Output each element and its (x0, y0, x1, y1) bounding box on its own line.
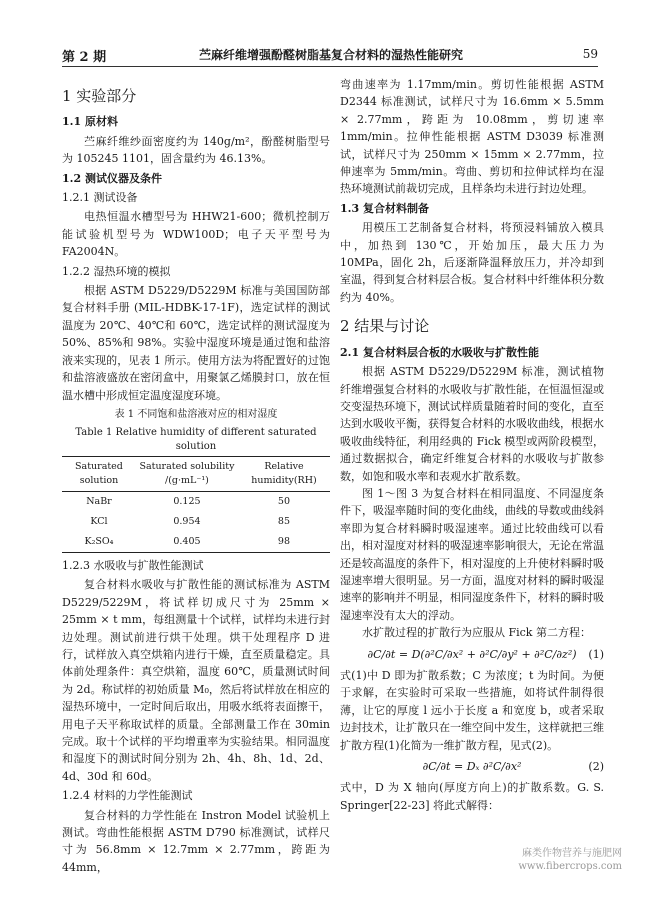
table-caption-en: Table 1 Relative humidity of different saturated solution (75, 426, 317, 452)
paragraph: 式中，D 为 X 轴向(厚度方向上)的扩散系数。G. S. Springer[22-23] 将此式解得： (340, 781, 604, 812)
table-cell: 0.405 (136, 532, 238, 553)
paragraph: 复合材料的力学性能在 Instron Model 试验机上测试。弯曲性能根据 ASTM D790 标准测试，试样尺寸为 56.8mm × 12.7mm × 2.77mm，跨距为 44mm， (62, 808, 330, 874)
section-heading: 2 结果与讨论 (340, 317, 430, 336)
issue-number: 第 2 期 (62, 50, 107, 65)
table-cell: 98 (238, 532, 330, 553)
paragraph: 图 1～图 3 为复合材料在相同温度、不同湿度条件下，吸湿率随时间的变化曲线，曲线的导数或曲线斜率即为复合材料瞬时吸湿速率。通过比较曲线可以看出，相对湿度对材料的吸湿速率影响很大，无论在常温还是较高温度的条件下，相对湿度的上升使材料瞬时吸湿速率增大很明显。另一方面，温度对材料的瞬时吸湿速率的影响并不明显，相同湿度条件下，材料的瞬时吸湿速率没有太大的浮动。 (340, 486, 604, 622)
paragraph: 苎麻纤维纱面密度约为 140g/m²，酚醛树脂型号为 105245 1101，固含量约为 46.13%。 (62, 134, 330, 166)
table-cell: 0.954 (173, 515, 201, 527)
subsubsection-heading: 1.2.3 水吸收与扩散性能测试 (62, 558, 204, 572)
page-number: 59 (582, 47, 598, 61)
equation-2 (340, 758, 604, 775)
table-cell: 50 (277, 495, 291, 507)
table-header: Relative humidity(RH) (238, 456, 330, 491)
paragraph: 式(1)中 D 即为扩散系数；C 为浓度；t 为时间。为便于求解，在实验时可采取一些措施，如将试件制得很薄，让它的厚度 l 远小于长度 a 和宽度 b，或者采取边封技术，让扩散只在一维空间中发生，这样就把三维扩散方程(1)化简为一维扩散方程，见式(2)。 (340, 669, 604, 752)
table-cell: K₂SO₄ (62, 532, 136, 553)
subsubsection-heading: 1.2.1 测试设备 (62, 191, 138, 205)
table-row (62, 532, 330, 553)
equation-1 (340, 646, 604, 663)
watermark (518, 847, 622, 873)
equation-body: ∂C/∂t = D(∂²C/∂x² + ∂²C/∂y² + ∂²C/∂z²) (367, 647, 577, 661)
table-header: Saturated solution (62, 456, 136, 491)
table-row (62, 491, 330, 512)
left-column (62, 76, 330, 876)
header-rule (62, 66, 598, 67)
paragraph: 弯曲速率为 1.17mm/min。剪切性能根据 ASTM D2344 标准测试，试样尺寸为 16.6mm × 5.5mm × 2.77mm，跨距为 10.08mm，剪切速率 1mm/min。拉伸性能根据 ASTM D3039 标准测试，试样尺寸为 250mm × 15mm × 2.77mm，拉伸速率为 5mm/min。弯曲、剪切和拉伸试样均在湿热环境测试前裁切完成，且样条均未进行封边处理。 (340, 78, 604, 196)
subsection-heading: 1.3 复合材料制备 (340, 201, 429, 215)
table-header: Saturated solubility /(g·mL⁻¹) (136, 456, 238, 491)
paragraph: 根据 ASTM D5229/D5229M 标准，测试植物纤维增强复合材料的水吸收与扩散性能，在恒温恒湿或交变湿热环境下，测试试样质量随着时间的变化，直至达到水吸收平衡，获得复合材料的水吸收曲线，根据水吸收曲线特征，利用经典的 Fick 模型或两阶段模型，通过数据拟合，确定纤维复合材料的水吸收与扩散参数，如饱和吸水率和表观水扩散系数。 (340, 365, 604, 483)
paragraph: 根据 ASTM D5229/D5229M 标准与美国国防部复合材料手册 (MIL-HDBK-17-1F)，选定试样的测试温度为 20℃、40℃和 60℃，选定试样的测试湿度为 50%、85%和 98%。实验中湿度环境是通过饱和盐溶液来实现的，见表 1 所示。使用方法为将配置好的过饱和盐溶液盛放在密闭盒中，用聚氯乙烯膜封口，放在恒温水槽中形成恒定温度湿度环境。 (62, 284, 330, 402)
paragraph: 用模压工艺制备复合材料，将预浸料铺放入模具中，加热到 130℃，开始加压，最大压力为 10MPa，固化 2h，后逐渐降温释放压力，并冷却到室温，得到复合材料层合板。复合材料中纤维体积分数约为 40%。 (340, 221, 604, 304)
table-caption-cn: 表 1 不同饱和盐溶液对应的相对湿度 (114, 408, 278, 420)
equation-body: ∂C/∂t = Dₓ ∂²C/∂x² (422, 760, 522, 774)
subsection-heading: 2.1 复合材料层合板的水吸收与扩散性能 (340, 345, 539, 359)
paragraph: 电热恒温水槽型号为 HHW21-600；微机控制万能试验机型号为 WDW100D；电子天平型号为 FA2004N。 (62, 210, 330, 259)
subsection-heading: 1.1 原材料 (62, 115, 118, 129)
equation-number: (1) (588, 647, 604, 661)
subsubsection-heading: 1.2.4 材料的力学性能测试 (62, 789, 193, 803)
table-cell: NaBr (86, 495, 112, 507)
right-column (340, 76, 604, 814)
table-cell: KCl (90, 515, 108, 527)
paragraph: 复合材料水吸收与扩散性能的测试标准为 ASTM D5229/5229M，将试样切成尺寸为 25mm × 25mm × t mm，每组测量十个试样，试样均未进行封边处理。测试前进行烘干处理。烘干处理程序 D 进行，试样放入真空烘箱内进行干燥，直至质量稳定。具体前处理条件：真空烘箱，温度 60℃，质量测试时间为 2d。称试样的初始质量 M₀，然后将试样放在相应的湿热环境中，一定时间后取出，用吸水纸将表面擦干，用电子天平称取试样的质量。全部测量工作在 30min 完成。取十个试样的平均增重率为实验结果。相同温度和湿度下的测试时间分别为 2h、4h、8h、1d、2d、4d、30d 和 60d。 (62, 578, 330, 783)
subsubsection-heading: 1.2.2 湿热环境的模拟 (62, 264, 171, 278)
watermark-line: www.fibercrops.com (518, 861, 622, 872)
running-title: 苎麻纤维增强酚醛树脂基复合材料的湿热性能研究 (198, 48, 463, 62)
section-heading: 1 实验部分 (62, 87, 137, 105)
running-header (0, 0, 662, 70)
watermark-line: 麻类作物营养与施肥网 (522, 848, 622, 859)
equation-number: (2) (588, 760, 604, 774)
subsection-heading: 1.2 测试仪器及条件 (62, 171, 162, 185)
paragraph: 水扩散过程的扩散行为应服从 Fick 第二方程： (362, 626, 591, 640)
table-cell: 85 (277, 515, 291, 527)
table-row (62, 512, 330, 532)
table-cell: 0.125 (173, 495, 201, 507)
humidity-table (62, 456, 330, 553)
